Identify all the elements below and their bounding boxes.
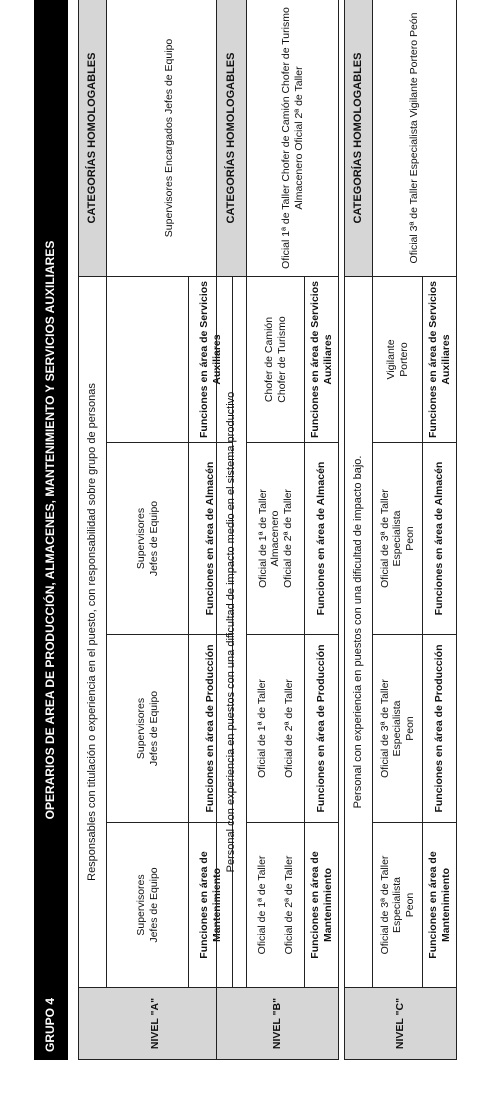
position-cell (373, 276, 423, 442)
position-cell (107, 823, 189, 988)
position: Supervisores (134, 874, 147, 936)
position: Peon (403, 526, 416, 551)
level-description: Personal con experiencia en puestos con una dificultad de impacto medio en el sistema productivo (217, 277, 247, 988)
position: Almacenero (269, 510, 282, 567)
group-label: GRUPO 4 (43, 997, 57, 1052)
position-cell (107, 276, 189, 442)
position: Peon (403, 716, 416, 741)
position-cell (373, 443, 423, 635)
position: Oficial de 3ª de Taller (378, 679, 391, 778)
level-b-grid (216, 0, 339, 1060)
group-title: OPERARIOS DE AREA DE PRODUCCIÓN, ALMACENES, MANTENIMIENTO Y SERVICIOS AUXILIARES (43, 240, 57, 820)
position: Jefes de Equipo (147, 500, 160, 577)
position-cell (373, 823, 423, 988)
position: Especialista (391, 876, 404, 934)
position-cell (247, 443, 305, 635)
nivel-label: NIVEL "C" (394, 997, 407, 1050)
nivel-label-cell (217, 988, 339, 1060)
position-cell (247, 635, 305, 823)
categories-header: CATEGORÍAS HOMOLOGABLES (345, 0, 373, 276)
position: Especialista (391, 510, 404, 567)
nivel-label: NIVEL "B" (271, 997, 284, 1050)
function-label: Funciones en área de Servicios Auxiliares (423, 276, 457, 442)
position-cell (107, 635, 189, 823)
position-cell (247, 277, 305, 443)
function-label: Funciones en área de Almacén (305, 443, 339, 635)
categories-header: CATEGORÍAS HOMOLOGABLES (79, 0, 107, 276)
level-c-grid (344, 0, 457, 1060)
position: Oficial de 2ª de Taller (282, 855, 295, 955)
position: Peon (403, 892, 416, 918)
position: Oficial de 2ª de Taller (282, 679, 295, 778)
function-label: Funciones en área de Servicios Auxiliares (305, 277, 339, 443)
position: Oficial de 1ª de Taller (255, 855, 268, 955)
function-label: Funciones en área de Mantenimiento (189, 823, 233, 988)
position: Jefes de Equipo (147, 690, 160, 767)
function-label: Funciones en área de Producción (423, 635, 457, 823)
categories-list: Oficial 3ª de Taller Especialista Vigilante Portero Peón (373, 0, 457, 276)
position: Supervisores (134, 697, 147, 760)
position-cell (247, 823, 305, 988)
categories-list: Oficial 1ª de Taller Chofer de Camión Chofer de Turismo Almacenero Oficial 2ª de Taller (247, 0, 339, 277)
function-label: Funciones en área de Servicios Auxiliares (189, 276, 233, 442)
position: Oficial de 2ª de Taller (281, 489, 294, 588)
function-label: Funciones en área de Mantenimiento (423, 823, 457, 988)
level-description: Personal con experiencia en puestos con una dificultad de impacto bajo. (345, 276, 373, 987)
function-label: Funciones en área de Mantenimiento (305, 823, 339, 988)
group-banner (34, 0, 68, 1060)
position: Portero (397, 342, 410, 377)
position: Supervisores (134, 507, 147, 570)
nivel-label-cell (79, 988, 233, 1060)
nivel-label: NIVEL "A" (149, 997, 162, 1050)
position: Especialista (391, 700, 404, 757)
position: Chofer de Camión (262, 316, 275, 403)
position: Chofer de Turismo (275, 316, 288, 403)
position: Oficial de 1ª de Taller (256, 489, 269, 588)
position: Oficial de 1ª de Taller (255, 679, 268, 778)
level-description: Responsables con titulación o experiencia en el puesto, con responsabilidad sobre grupo de personas (79, 276, 107, 987)
categories-header: CATEGORÍAS HOMOLOGABLES (217, 0, 247, 277)
function-label: Funciones en área de Almacén (189, 443, 233, 635)
position: Oficial de 3ª de Taller (378, 489, 391, 588)
rotated-page (34, 0, 472, 1060)
function-label: Funciones en área de Almacén (423, 443, 457, 635)
position: Jefes de Equipo (147, 867, 160, 943)
position: Vigilante (384, 339, 397, 380)
position: Oficial de 3ª de Taller (378, 855, 391, 955)
categories-list: Supervisores Encargados Jefes de Equipo (107, 0, 233, 276)
level-a-grid (78, 0, 233, 1060)
position-cell (107, 443, 189, 635)
position-cell (373, 635, 423, 823)
function-label: Funciones en área de Producción (189, 635, 233, 823)
function-label: Funciones en área de Producción (305, 635, 339, 823)
nivel-label-cell (345, 988, 457, 1060)
